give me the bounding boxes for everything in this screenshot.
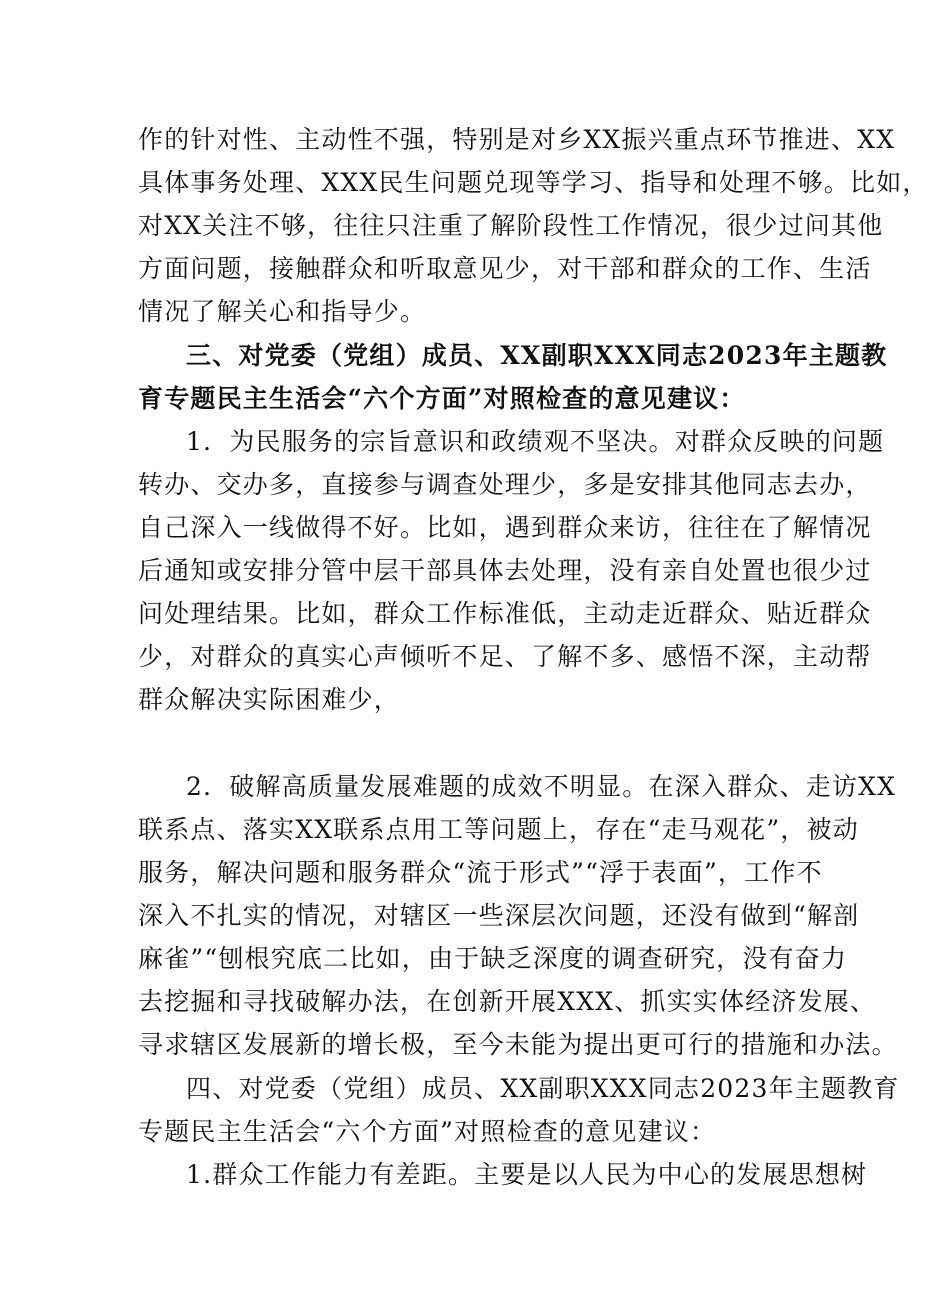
text-line: 转办、交办多，直接参与调查处理少，多是安排其他同志去办， <box>138 470 872 499</box>
text-line: 少，对群众的真实心声倾听不足、了解不多、感悟不深，主动帮 <box>138 642 872 671</box>
text-line: 联系点、落实XX联系点用工等问题上，存在“走马观花”，被动 <box>138 815 859 844</box>
text-line: 后通知或安排分管中层干部具体去处理，没有亲自处置也很少过 <box>138 556 872 585</box>
text-line: 麻雀”“刨根究底二比如，由于缺乏深度的调查研究，没有奋力 <box>138 944 848 973</box>
text-line: 问处理结果。比如，群众工作标准低，主动走近群众、贴近群众 <box>138 599 872 628</box>
text-line: 作的针对性、主动性不强，特别是对乡XX振兴重点环节推进、XX <box>138 125 896 154</box>
text-line: 自己深入一线做得不好。比如，遇到群众来访，往往在了解情况 <box>138 513 872 542</box>
section-heading-four-cont: 专题民主生活会“六个方面”对照检查的意见建议： <box>138 1117 717 1146</box>
text-line: 对XX关注不够，往往只注重了解阶段性工作情况，很少过问其他 <box>138 211 884 240</box>
text-line: 深入不扎实的情况，对辖区一些深层次问题，还没有做到“解剖 <box>138 901 860 930</box>
item-1-line: 1.群众工作能力有差距。主要是以人民为中心的发展思想树 <box>186 1160 868 1189</box>
item-2-line: 2．破解高质量发展难题的成效不明显。在深入群众、走访XX <box>186 772 897 801</box>
text-line <box>138 725 798 761</box>
text-line: 寻求辖区发展新的增长极，至今未能为提出更可行的措施和办法。 <box>138 1030 898 1059</box>
section-heading-four: 四、对党委（党组）成员、XX副职XXX同志2023年主题教育 <box>186 1074 900 1103</box>
text-line: 情况了解关心和指导少。 <box>138 297 427 326</box>
section-heading-three-cont: 育专题民主生活会“六个方面”对照检查的意见建议： <box>138 384 746 413</box>
text-line: 去挖掘和寻找破解办法，在创新开展XXX、抓实实体经济发展、 <box>138 987 877 1016</box>
text-line: 方面问题，接触群众和听取意见少，对干部和群众的工作、生活 <box>138 254 872 283</box>
text-line: 群众解决实际困难少， <box>138 685 401 714</box>
item-1-line: 1．为民服务的宗旨意识和政绩观不坚决。对群众反映的问题 <box>186 427 885 456</box>
section-heading-three: 三、对党委（党组）成员、XX副职XXX同志2023年主题教 <box>186 341 888 370</box>
text-line: 具体事务处理、XXX民生问题兑现等学习、指导和处理不够。比如， <box>138 168 929 197</box>
text-line: 服务，解决问题和服务群众“流于形式”“浮于表面”，工作不 <box>138 858 823 887</box>
